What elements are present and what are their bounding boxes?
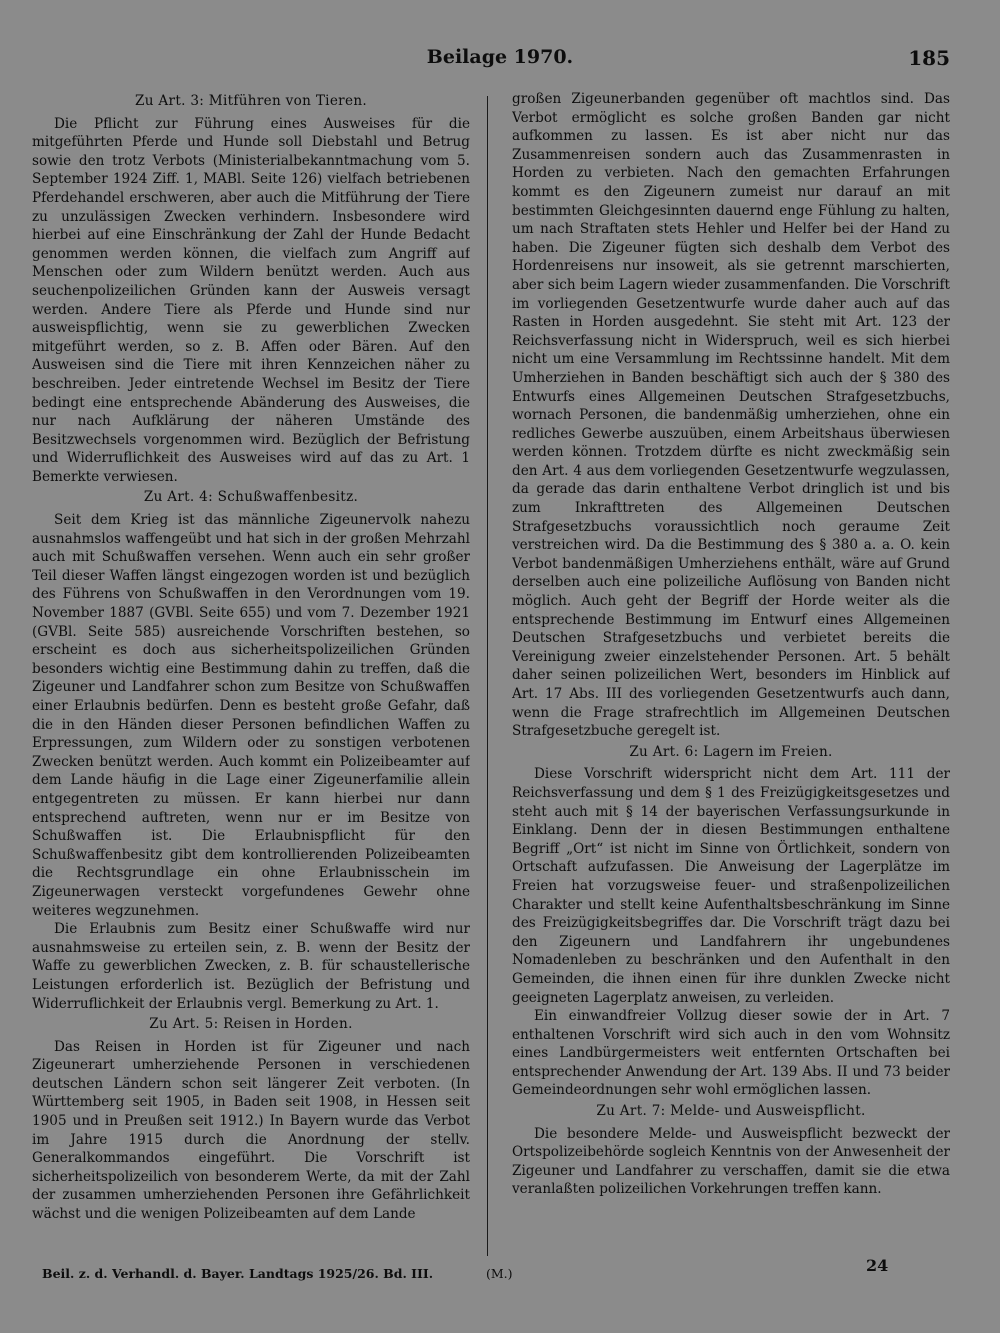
section-heading: Zu Art. 7: Melde- und Ausweispflicht. [596,1103,866,1120]
paragraph: Die besondere Melde- und Ausweispflicht bezweckt der Ortspolizeibehörde sogleich Kenntnis von der Anwesenheit der Zigeuner und Landfahrer zu verschaffen, damit sie die etwa veranlaßten polizeilichen Vorkehrungen treffen kann. [512,1125,950,1198]
page-header-title: Beilage 1970. [426,46,574,68]
section-heading: Zu Art. 4: Schußwaffenbesitz. [143,489,359,506]
section-heading: Zu Art. 6: Lagern im Freien. [629,743,833,760]
section-heading: Zu Art. 5: Reisen in Horden. [149,1016,353,1033]
column-divider [487,96,488,1256]
right-column [512,90,950,1260]
paragraph: Das Reisen in Horden ist für Zigeuner und nach Zigeunerart umherziehende Personen in verschiedenen deutschen Ländern schon seit längerer Zeit verboten. (In Württemberg seit 1905, in Baden seit 1908, in Hessen seit 1905 und in Preußen seit 1912.) In Bayern wurde das Verbot im Jahre 1915 durch die Anordnung der stellv. Generalkommandos eingeführt. Die Vorschrift ist sicherheitspolizeilich von besonderem Werte, da mit der Zahl der zusammen umherziehenden Personen ihre Gefährlichkeit wächst und die wenigen Polizeibeamten auf dem Lande [32,1038,470,1223]
page-number: 185 [908,46,950,70]
footer-marker: (M.) [486,1266,513,1281]
section-heading: Zu Art. 3: Mitführen von Tieren. [135,93,367,109]
paragraph: Seit dem Krieg ist das männliche Zigeunervolk nahezu ausnahmslos waffengeübt und hat sich in der großen Mehrzahl auch mit Schußwaffen versehen. Wenn auch ein sehr großer Teil dieser Waffen längst eingezogen worden ist und bezüglich des Führens von Schußwaffen in den Verordnungen vom 19. November 1887 (GVBl. Seite 655) und vom 7. Dezember 1921 (GVBl. Seite 585) ausreichende Vorschriften bestehen, so erscheint es doch aus sicherheitspolizeilichen Gründen besonders wichtig eine Bestimmung dahin zu treffen, daß die Zigeuner und Landfahrer schon zum Besitze von Schußwaffen einer Erlaubnis bedürfen. Denn es besteht große Gefahr, daß die in den Händen dieser Personen befindlichen Waffen zu Erpressungen, zum Wildern oder zu sonstigen verbotenen Zwecken benützt werden. Auch kommt ein Polizeibeamter auf dem Lande häufig in die Lage einer Zigeunerfamilie allein entgegentreten zu müssen. Er kann hierbei nur dann entsprechend auftreten, wenn nur er im Besitze von Schußwaffen ist. Die Erlaubnispflicht für den Schußwaffenbesitz gibt dem kontrollierenden Polizeibeamten die Rechtsgrundlage ein ohne Erlaubnisschein im Zigeunerwagen versteckt vorgefundenes Gewehr ohne weiteres wegzunehmen. [32,512,470,919]
paragraph: Die Erlaubnis zum Besitz einer Schußwaffe wird nur ausnahmsweise zu erteilen sein, z. B. wenn der Besitz der Waffe zu gewerblichen Zwecken, z. B. für schaustellerische Leistungen erforderlich ist. Bezüglich der Befristung und Widerruflichkeit der Erlaubnis vergl. Bemerkung zu Art. 1. [32,921,470,1012]
footer-source-note: Beil. z. d. Verhandl. d. Bayer. Landtags 1925/26. Bd. III. [42,1266,434,1281]
paragraph: Die Pflicht zur Führung eines Ausweises für die mitgeführten Pferde und Hunde soll Diebstahl und Betrug sowie den trotz Verbots (Ministerialbekanntmachung vom 5. September 1924 Ziff. 1, MABl. Seite 126) vielfach betriebenen Pferdehandel erschweren, aber auch die Mitführung der Tiere zu unzulässigen Zwecken verhindern. Insbesondere wird hierbei auf eine Einschränkung der Zahl der Hunde Bedacht genommen werden können, die vielfach zum Angriff auf Menschen oder zum Wildern benützt werden. Auch aus seuchenpolizeilichen Gründen kann der Ausweis versagt werden. Andere Tiere als Pferde und Hunde sind nur ausweispflichtig, wenn sie zu gewerblichen Zwecken mitgeführt werden, so z. B. Affen oder Bären. Auf den Ausweisen sind die Tiere mit ihren Kennzeichen näher zu beschreiben. Jeder eintretende Wechsel im Besitz der Tiere bedingt eine entsprechende Abänderung des Ausweises, die nur nach Aufklärung der näheren Umstände des Besitzwechsels vorgenommen wird. Bezüglich der Befristung und Widerruflichkeit des Ausweises wird auf das zu Art. 1 Bemerkte verwiesen. [32,115,470,485]
paragraph: Diese Vorschrift widerspricht nicht dem Art. 111 der Reichsverfassung und dem § 1 des Freizügigkeitsgesetzes und steht auch mit § 14 der bayerischen Verfassungsurkunde in Einklang. Denn der in diesen Bestimmungen enthaltene Begriff „Ort“ ist nicht im Sinne von Örtlichkeit, sondern von Ortschaft aufzufassen. Die Anweisung der Lagerplätze im Freien hat vorzugsweise feuer- und straßenpolizeilichen Charakter und stellt keine Aufenthaltsbeschränkung im Sinne des Freizügigkeitsbegriffes dar. Die Vorschrift trägt dazu bei den Zigeunern und Landfahrern ihr ungebundenes Nomadenleben zu beschränken und den Aufenthalt in den Gemeinden, die ihnen einen für ihre dunklen Zwecke nicht geeigneten Lagerplatz anweisen, zu verleiden. [512,766,950,1006]
paragraph: Ein einwandfreier Vollzug dieser sowie der in Art. 7 enthaltenen Vorschrift wird sich auch in den vom Wohnsitz eines Landbürgermeisters weit entfernten Ortschaften bei entsprechender Anwendung der Art. 139 Abs. II und 73 beider Gemeindeordnungen sehr wohl ermöglichen lassen. [512,1008,950,1099]
paragraph: großen Zigeunerbanden gegenüber oft machtlos sind. Das Verbot ermöglicht es solche großen Banden gar nicht aufkommen zu lassen. Es ist aber nicht nur das Zusammenreisen sondern auch das Zusammenrasten in Horden zu verbieten. Nach den gemachten Erfahrungen kommt es den Zigeunern zumeist nur darauf an mit bestimmten Gleichgesinnten dauernd enge Fühlung zu halten, um nach Straftaten stets Hehler und Helfer bei der Hand zu haben. Die Zigeuner fügten sich deshalb dem Verbot des Hordenreisens nur insoweit, als sie getrennt marschierten, aber sich beim Lagern wieder zusammenfanden. Die Vorschrift im vorliegenden Gesetzentwurfe wurde daher auch auf das Rasten in Horden ausgedehnt. Sie steht mit Art. 123 der Reichsverfassung nicht in Widerspruch, weil es sich hierbei nicht um eine Versammlung im Rechtssinne handelt. Mit dem Umherziehen in Banden beschäftigt sich auch der § 380 des Entwurfs eines Allgemeinen Deutschen Strafgesetzbuchs, wornach Personen, die bandenmäßig umherziehen, ohne ein redliches Gewerbe auszuüben, einem Arbeitshaus überwiesen werden können. Trotzdem dürfte es nicht zweckmäßig sein den Art. 4 aus dem vorliegenden Gesetzentwurfe wegzulassen, da gerade das darin enthaltene Verbot dringlich ist und bis zum Inkrafttreten des Allgemeinen Deutschen Strafgesetzbuchs voraussichtlich noch geraume Zeit verstreichen wird. Da die Bestimmung des § 380 a. a. O. kein Verbot bandenmäßigen Umherziehens enthält, wäre auf Grund derselben auch eine polizeiliche Auflösung von Banden nicht möglich. Auch geht der Begriff der Horde weiter als die entsprechende Bestimmung im Entwurf eines Allgemeinen Deutschen Strafgesetzbuchs und verbietet bereits die Vereinigung zweier einzelstehender Personen. Art. 5 behält daher seinen polizeilichen Wert, besonders im Hinblick auf Art. 17 Abs. III des vorliegenden Gesetzentwurfs auch dann, wenn die Frage strafrechtlich im Allgemeinen Deutschen Strafgesetzbuche geregelt ist. [512,91,950,740]
left-column [32,90,470,1260]
footer-sheet-number: 24 [866,1256,889,1275]
